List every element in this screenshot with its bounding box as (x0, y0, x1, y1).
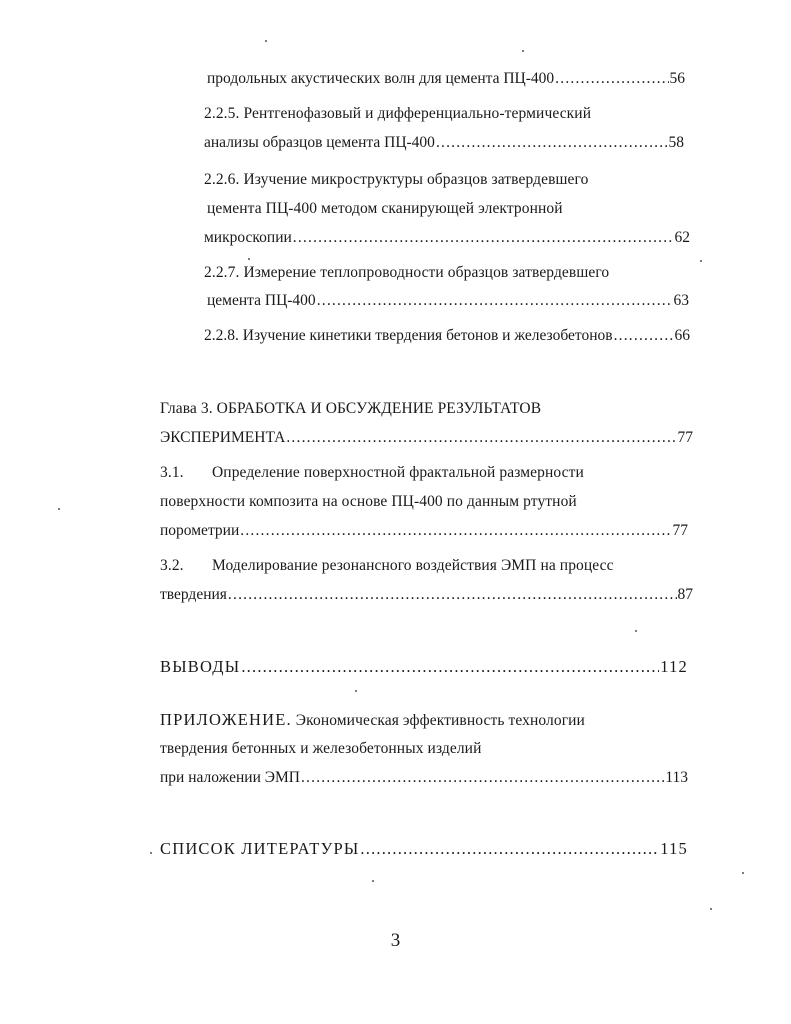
toc-page-number: 115 (660, 839, 688, 858)
toc-leader-dots (240, 521, 671, 541)
scan-speck (58, 508, 60, 510)
toc-leader-dots (301, 768, 664, 788)
scan-speck (700, 260, 702, 262)
toc-appendix-title (160, 710, 585, 731)
scan-speck (248, 258, 250, 260)
toc-page-number: 58 (668, 134, 684, 151)
toc-entry-text: ЭКСПЕРИМЕНТА (160, 429, 286, 446)
toc-entry-text: Определение поверхностной фрактальной размерности (212, 464, 584, 481)
toc-entry-2-2-5 (204, 133, 684, 153)
toc-entry-text: ВЫВОДЫ (160, 657, 241, 676)
toc-appendix-label: ПРИЛОЖЕНИЕ. (160, 710, 292, 729)
page-number: 3 (390, 930, 401, 951)
toc-entry-3-1-title (160, 463, 584, 483)
toc-entry-3-2-title (160, 556, 614, 576)
scan-speck (710, 908, 712, 910)
toc-entry-2-2-6-title: 2.2.6. Изучение микроструктуры образцов затвердевшего (204, 171, 589, 188)
scan-speck (372, 880, 374, 882)
toc-entry-text: при наложении ЭМП (160, 769, 300, 786)
toc-entry-3-2 (160, 585, 693, 605)
toc-entry-text: продольных акустических волн для цемента ПЦ-400 (207, 70, 555, 87)
toc-entry-2-2-8 (204, 326, 690, 346)
toc-entry-2-2-6 (204, 228, 690, 248)
toc-leader-dots (317, 291, 673, 311)
toc-entry-text: 2.2.8. Изучение кинетики твердения бетонов и железобетонов (204, 327, 613, 344)
toc-entry-text: цемента ПЦ-400 (207, 292, 316, 309)
toc-page-number: 62 (674, 229, 690, 246)
toc-entry-2-2-5-title: 2.2.5. Рентгенофазовый и дифференциально-термический (204, 105, 592, 122)
toc-leader-dots (293, 228, 674, 248)
scan-speck (522, 50, 524, 52)
toc-entry-text: микроскопии (204, 229, 292, 246)
toc-leader-dots (241, 657, 659, 677)
toc-entry-text: порометрии (160, 522, 240, 539)
toc-entry-text: анализы образцов цемента ПЦ-400 (204, 134, 435, 151)
toc-leader-dots (228, 585, 677, 605)
toc-page-number: 63 (673, 292, 689, 309)
toc-page-number: 56 (669, 70, 685, 87)
toc-chapter-3-title: Глава 3. ОБРАБОТКА И ОБСУЖДЕНИЕ РЕЗУЛЬТАТОВ (160, 400, 542, 417)
toc-entry-2-2-7-title: 2.2.7. Измерение теплопроводности образцов затвердевшего (204, 264, 610, 281)
toc-page-number: 112 (660, 657, 688, 676)
scan-speck (355, 690, 357, 692)
toc-leader-dots (614, 326, 674, 346)
scan-speck (742, 872, 744, 874)
toc-page-number: 113 (665, 769, 688, 786)
toc-entry-number: 3.2. (160, 557, 184, 574)
toc-page-number: 77 (677, 429, 693, 446)
scan-speck (150, 852, 152, 854)
toc-leader-dots (360, 839, 659, 859)
toc-entry-2-2-4-continued (207, 69, 685, 89)
toc-page-number: 77 (672, 522, 688, 539)
scan-speck (265, 40, 267, 42)
toc-entry-text: твердения (160, 586, 227, 603)
toc-appendix (160, 768, 688, 788)
toc-entry-3-1 (160, 521, 688, 541)
toc-leader-dots (286, 428, 676, 448)
toc-entry-2-2-6-line2: цемента ПЦ-400 методом сканирующей электронной (207, 200, 563, 217)
scan-speck (635, 630, 637, 632)
toc-entry-text: Моделирование резонансного воздействия ЭМП на процесс (212, 557, 614, 574)
toc-chapter-3 (160, 428, 693, 448)
toc-entry-3-1-line2: поверхности композита на основе ПЦ-400 по данным ртутной (160, 493, 577, 510)
toc-conclusions (160, 657, 688, 677)
toc-leader-dots (555, 69, 668, 89)
toc-entry-2-2-7 (207, 291, 689, 311)
toc-page-number: 87 (677, 586, 693, 603)
toc-page-number: 66 (674, 327, 690, 344)
toc-references (160, 839, 688, 859)
toc-appendix-text: Экономическая эффективность технологии (295, 712, 585, 729)
toc-leader-dots (436, 133, 668, 153)
toc-entry-text: СПИСОК ЛИТЕРАТУРЫ (160, 839, 360, 858)
toc-appendix-line2: твердения бетонных и железобетонных изделий (160, 740, 482, 757)
toc-entry-number: 3.1. (160, 464, 184, 481)
